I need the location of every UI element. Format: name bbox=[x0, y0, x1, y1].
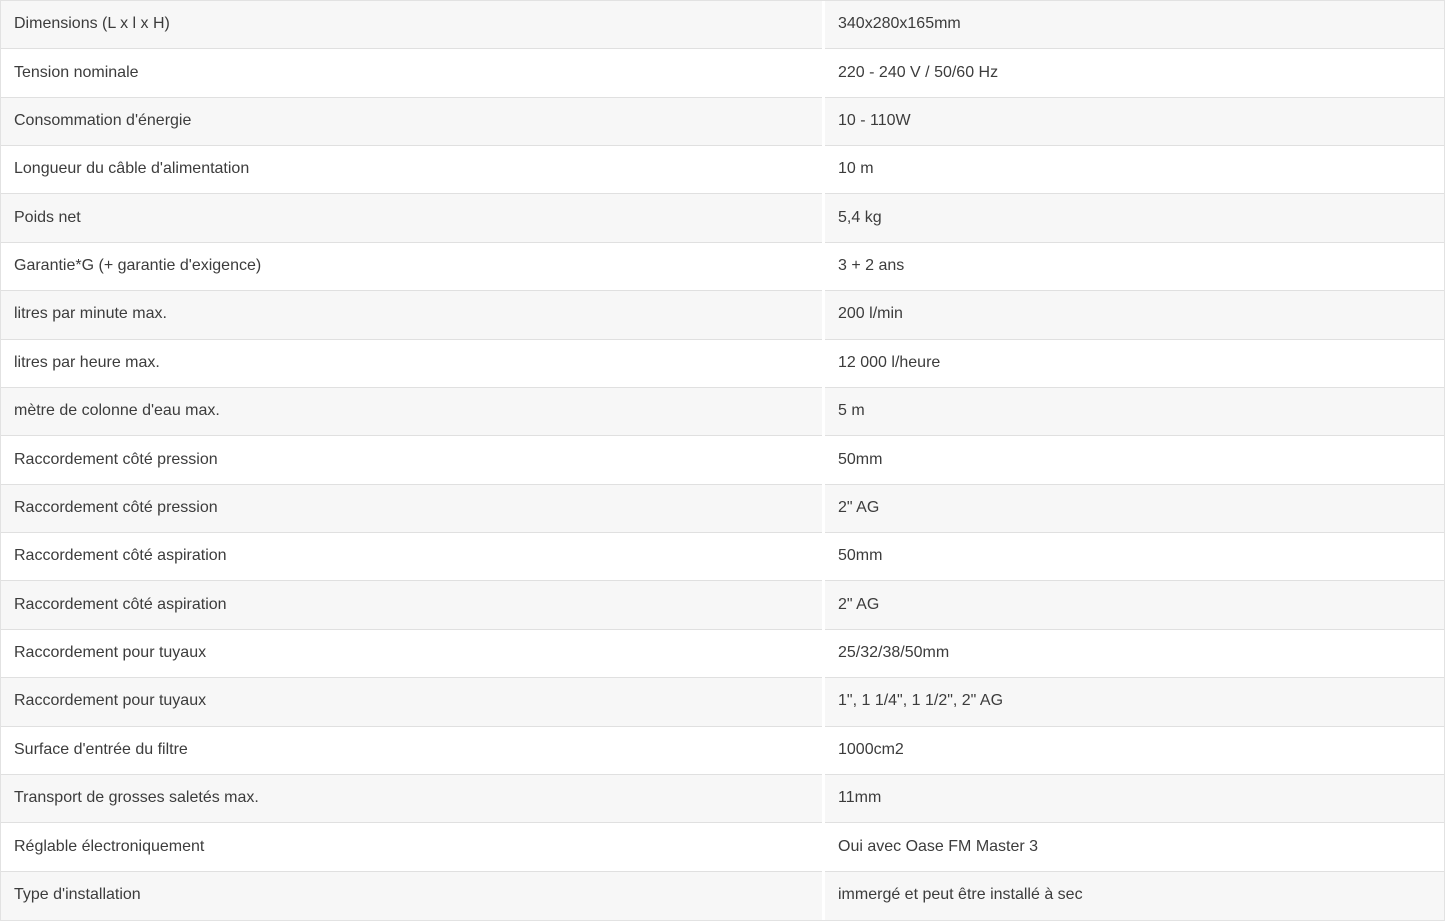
spec-value-cell: 220 - 240 V / 50/60 Hz bbox=[825, 49, 1444, 97]
spec-label-cell: Raccordement côté pression bbox=[1, 485, 822, 533]
table-row bbox=[1, 436, 1444, 484]
spec-label-cell: Raccordement côté aspiration bbox=[1, 533, 822, 581]
table-row bbox=[1, 581, 1444, 629]
table-row bbox=[1, 872, 1444, 920]
spec-value-cell: 10 m bbox=[825, 146, 1444, 194]
spec-value-cell: 11mm bbox=[825, 775, 1444, 823]
spec-value-cell: immergé et peut être installé à sec bbox=[825, 872, 1444, 920]
spec-value-cell: 12 000 l/heure bbox=[825, 340, 1444, 388]
spec-label-cell: Réglable électroniquement bbox=[1, 823, 822, 871]
table-row bbox=[1, 388, 1444, 436]
spec-label-cell: Surface d'entrée du filtre bbox=[1, 727, 822, 775]
spec-label-cell: Raccordement côté aspiration bbox=[1, 581, 822, 629]
spec-value-cell: 1000cm2 bbox=[825, 727, 1444, 775]
spec-label-cell: Raccordement côté pression bbox=[1, 436, 822, 484]
table-row bbox=[1, 533, 1444, 581]
table-row bbox=[1, 823, 1444, 871]
spec-value-cell: 25/32/38/50mm bbox=[825, 630, 1444, 678]
table-row bbox=[1, 727, 1444, 775]
spec-value-cell: 5,4 kg bbox=[825, 194, 1444, 242]
spec-label-cell: mètre de colonne d'eau max. bbox=[1, 388, 822, 436]
spec-label-cell: Transport de grosses saletés max. bbox=[1, 775, 822, 823]
spec-value-cell: 50mm bbox=[825, 533, 1444, 581]
spec-label-cell: Dimensions (L x l x H) bbox=[1, 1, 822, 49]
table-row bbox=[1, 678, 1444, 726]
spec-label-cell: Tension nominale bbox=[1, 49, 822, 97]
spec-value-cell: 2" AG bbox=[825, 581, 1444, 629]
spec-label-cell: litres par minute max. bbox=[1, 291, 822, 339]
spec-value-cell: 1", 1 1/4", 1 1/2", 2" AG bbox=[825, 678, 1444, 726]
table-row bbox=[1, 291, 1444, 339]
table-row bbox=[1, 98, 1444, 146]
table-row bbox=[1, 485, 1444, 533]
spec-label-cell: Consommation d'énergie bbox=[1, 98, 822, 146]
table-row bbox=[1, 146, 1444, 194]
spec-label-cell: Poids net bbox=[1, 194, 822, 242]
spec-value-cell: 5 m bbox=[825, 388, 1444, 436]
spec-label-cell: Garantie*G (+ garantie d'exigence) bbox=[1, 243, 822, 291]
spec-label-cell: Type d'installation bbox=[1, 872, 822, 920]
spec-label-cell: Longueur du câble d'alimentation bbox=[1, 146, 822, 194]
spec-value-cell: 200 l/min bbox=[825, 291, 1444, 339]
spec-value-cell: 2" AG bbox=[825, 485, 1444, 533]
table-row bbox=[1, 49, 1444, 97]
table-row bbox=[1, 1, 1444, 49]
table-row bbox=[1, 243, 1444, 291]
spec-label-cell: litres par heure max. bbox=[1, 340, 822, 388]
spec-value-cell: 3 + 2 ans bbox=[825, 243, 1444, 291]
table-row bbox=[1, 630, 1444, 678]
spec-value-cell: Oui avec Oase FM Master 3 bbox=[825, 823, 1444, 871]
spec-value-cell: 50mm bbox=[825, 436, 1444, 484]
spec-value-cell: 340x280x165mm bbox=[825, 1, 1444, 49]
spec-label-cell: Raccordement pour tuyaux bbox=[1, 630, 822, 678]
table-row bbox=[1, 775, 1444, 823]
table-row bbox=[1, 340, 1444, 388]
spec-label-cell: Raccordement pour tuyaux bbox=[1, 678, 822, 726]
table-row bbox=[1, 194, 1444, 242]
spec-value-cell: 10 - 110W bbox=[825, 98, 1444, 146]
